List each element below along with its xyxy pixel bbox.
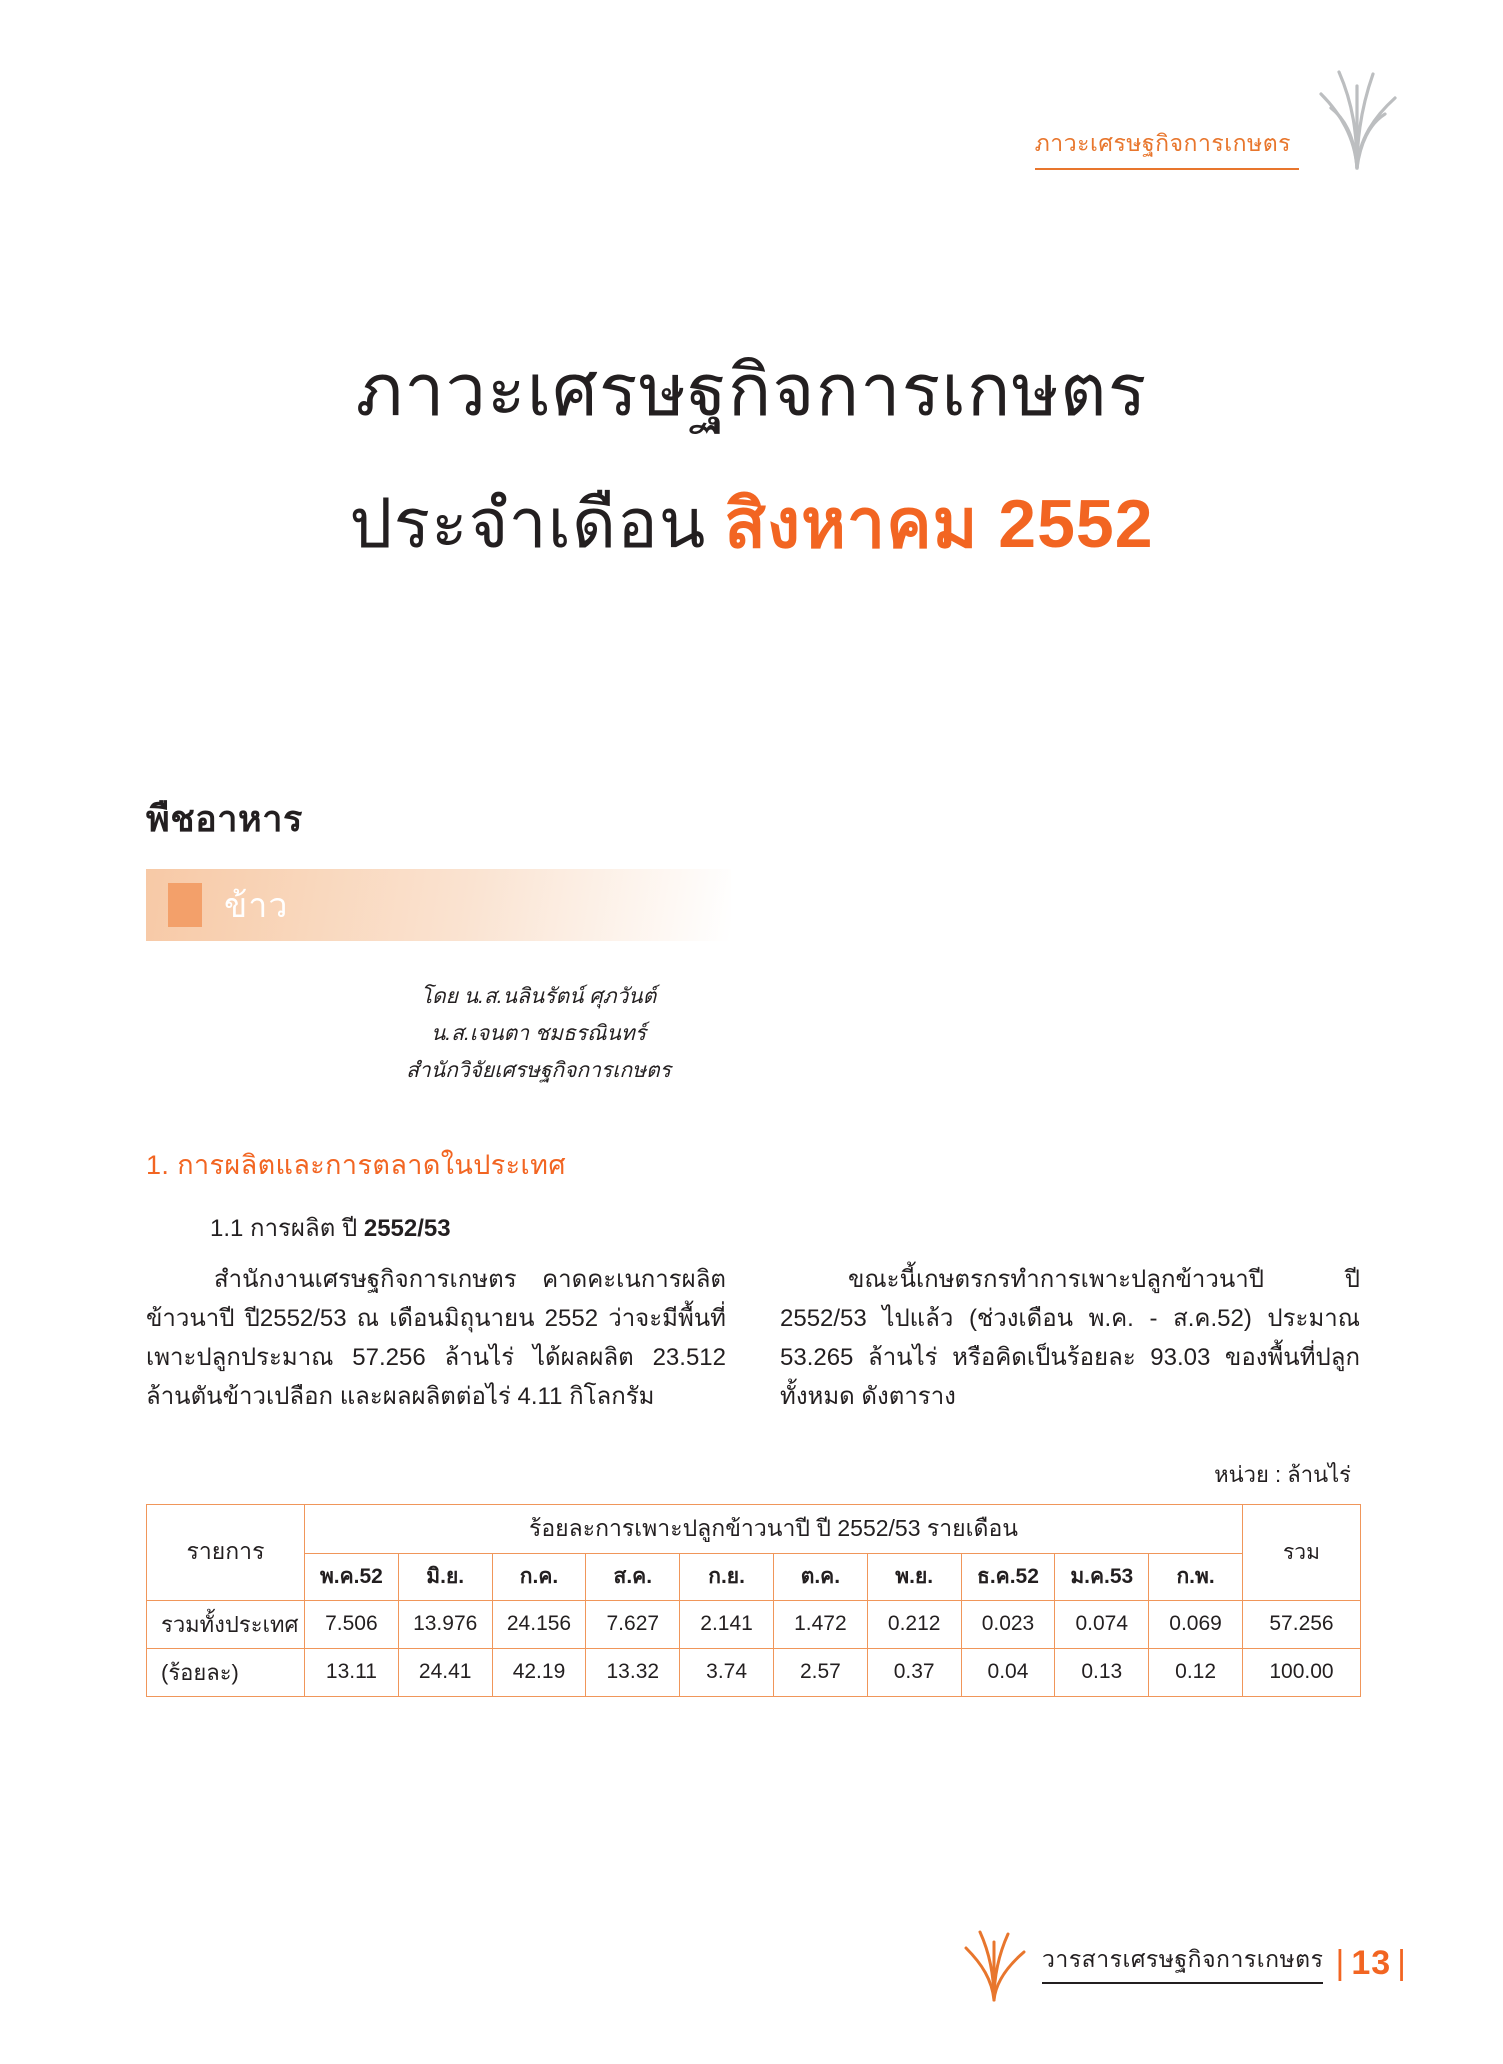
table-span-header: ร้อยละการเพาะปลูกข้าวนาปี ปี 2552/53 รายเดือน [305,1504,1243,1553]
cell: 13.976 [398,1600,492,1648]
grass-icon [960,1924,1030,2002]
section-heading: พืชอาหาร [146,798,303,839]
table-unit-note: หน่วย : ล้านไร่ [1214,1461,1351,1487]
data-table [146,1504,1361,1697]
cell-total: 57.256 [1243,1600,1361,1648]
subtitle-month: สิงหาคม 2552 [724,485,1154,562]
topic-heading: 1. การผลิตและการตลาดในประเทศ [146,1150,566,1181]
table-header-row-2 [147,1553,1361,1600]
subtitle-prefix: ประจำเดือน [349,485,707,562]
page-bar-left: | [1335,1943,1346,1982]
row-label: รวมทั้งประเทศ [147,1600,305,1648]
table-month-header: ธ.ค.52 [961,1553,1055,1600]
paragraph-left: สำนักงานเศรษฐกิจการเกษตร คาดคะเนการผลิตข้าวนาปี ปี2552/53 ณ เดือนมิถุนายน 2552 ว่าจะมีพื้นที่เพาะปลูกประมาณ 57.256 ล้านไร่ ได้ผลผลิต 23.512 ล้านตันข้าวเปลือก และผลผลิตต่อไร่ 4.11 กิโลกรัม [146,1266,726,1410]
body-column-left [146,1261,726,1417]
footer-journal-name: วารสารเศรษฐกิจการเกษตร [1042,1942,1324,1984]
page-subtitle [0,485,1503,563]
table-month-header: ม.ค.53 [1055,1553,1149,1600]
grass-icon [1313,60,1403,170]
crop-banner-label: ข้าว [224,887,289,925]
body-columns [146,1261,1361,1417]
byline-line-2: น.ส.เจนตา ชมธรณินทร์ [430,1021,647,1045]
cell: 0.12 [1149,1648,1243,1696]
row-label: (ร้อยละ) [147,1648,305,1696]
sub-heading-year: 2552/53 [363,1215,451,1243]
byline [146,979,1361,1089]
byline-line-1: โดย น.ส.นลินรัตน์ ศุภวันต์ [420,985,657,1008]
table-header-row-1 [147,1504,1361,1553]
cell: 2.57 [773,1648,867,1696]
cell: 0.212 [867,1600,961,1648]
cell: 7.506 [305,1600,399,1648]
table-total-header: รวม [1243,1504,1361,1600]
cell: 0.37 [867,1648,961,1696]
cell-total: 100.00 [1243,1648,1361,1696]
banner-swatch [168,883,202,927]
page-bar-right: | [1397,1943,1407,1982]
cell: 0.04 [961,1648,1055,1696]
cell: 24.156 [492,1600,586,1648]
cell: 42.19 [492,1648,586,1696]
sub-heading-text: 1.1 การผลิต ปี [210,1215,364,1243]
table-month-header: พ.ค.52 [305,1553,399,1600]
table-month-header: ก.ค. [492,1553,586,1600]
title-block [0,350,1503,563]
body-column-right [780,1261,1360,1417]
cell: 7.627 [586,1600,680,1648]
table-month-header: ส.ค. [586,1553,680,1600]
sub-heading [210,1208,1361,1247]
cell: 2.141 [680,1600,774,1648]
table-month-header: ก.พ. [1149,1553,1243,1600]
cell: 3.74 [680,1648,774,1696]
article-content [146,790,1361,1697]
cell: 24.41 [398,1648,492,1696]
header-title: ภาวะเศรษฐกิจการเกษตร [1035,126,1299,170]
cell: 0.13 [1055,1648,1149,1696]
footer-page-number [1335,1944,1407,1983]
byline-line-3: สำนักวิจัยเศรษฐกิจการเกษตร [406,1058,671,1082]
cell: 0.074 [1055,1600,1149,1648]
table-corner-label: รายการ [147,1504,305,1600]
table-row [147,1600,1361,1648]
table-month-header: ก.ย. [680,1553,774,1600]
table-month-header: มิ.ย. [398,1553,492,1600]
table-month-header: พ.ย. [867,1553,961,1600]
cell: 13.11 [305,1648,399,1696]
table-month-header: ต.ค. [773,1553,867,1600]
cell: 0.069 [1149,1600,1243,1648]
crop-banner [146,869,731,941]
table-row [147,1648,1361,1696]
page-title: ภาวะเศรษฐกิจการเกษตร [355,351,1148,431]
paragraph-right: ขณะนี้เกษตรกรทำการเพาะปลูกข้าวนาปี ปี 2552/53 ไปแล้ว (ช่วงเดือน พ.ค. - ส.ค.52) ประมาณ 53.265 ล้านไร่ หรือคิดเป็นร้อยละ 93.03 ของพื้นที่ปลูกทั้งหมด ดังตาราง [780,1266,1360,1410]
page-header [1035,60,1403,170]
page-number-value: 13 [1351,1943,1392,1982]
cell: 13.32 [586,1648,680,1696]
page-footer [960,1924,1407,2002]
cell: 0.023 [961,1600,1055,1648]
cell: 1.472 [773,1600,867,1648]
